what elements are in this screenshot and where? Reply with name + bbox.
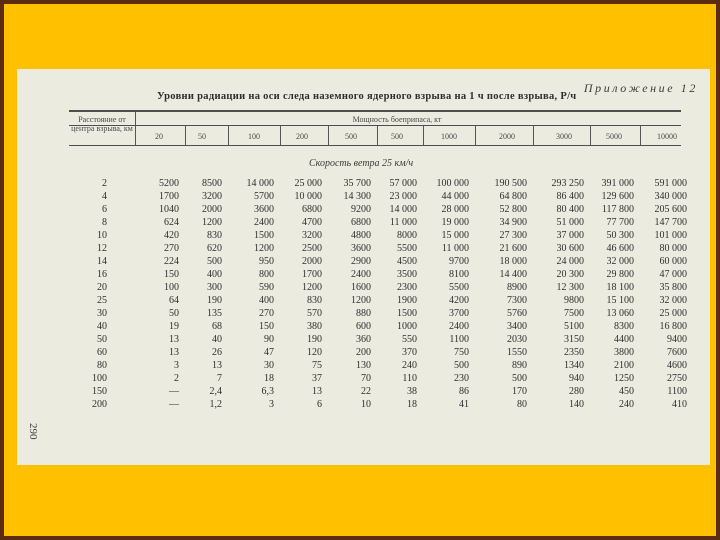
radiation-level-cell: 400 [207,269,222,280]
radiation-level-cell: 20 300 [556,269,584,280]
distance-cell: 200 [92,399,107,410]
radiation-level-cell: 1900 [397,295,417,306]
radiation-level-cell: 5500 [449,282,469,293]
radiation-level-cell: 13 060 [606,308,634,319]
radiation-level-cell: 50 [169,308,179,319]
radiation-level-cell: 70 [361,373,371,384]
radiation-level-cell: 35 800 [659,282,687,293]
radiation-level-cell: 7600 [667,347,687,358]
radiation-level-cell: 37 000 [556,230,584,241]
radiation-level-cell: 64 800 [499,191,527,202]
radiation-level-cell: 50 300 [606,230,634,241]
radiation-level-cell: 2900 [351,256,371,267]
radiation-level-cell: 77 700 [606,217,634,228]
distance-cell: 4 [102,191,107,202]
radiation-level-cell: 2400 [254,217,274,228]
power-header-cell: 200 [296,132,308,141]
radiation-level-cell: 230 [454,373,469,384]
radiation-level-cell: 14 000 [246,178,274,189]
radiation-level-cell: 8500 [202,178,222,189]
power-header-cell: 500 [391,132,403,141]
power-header-cell: 500 [345,132,357,141]
radiation-level-cell: 340 000 [654,191,687,202]
radiation-level-cell: 47 [264,347,274,358]
power-column-divider [280,126,281,145]
distance-cell: 10 [97,230,107,241]
power-column-divider [590,126,591,145]
power-header-cell: 10000 [657,132,677,141]
table-top-rule [69,110,681,112]
radiation-level-cell: 129 600 [601,191,634,202]
radiation-level-cell: 27 300 [499,230,527,241]
radiation-level-cell: 3200 [202,191,222,202]
radiation-level-cell: 11 000 [441,243,469,254]
radiation-level-cell: 570 [307,308,322,319]
radiation-level-cell: 46 600 [606,243,634,254]
power-header-cell: 1000 [441,132,457,141]
radiation-level-cell: 4600 [667,360,687,371]
radiation-level-cell: 15 100 [606,295,634,306]
distance-cell: 150 [92,386,107,397]
distance-cell: 40 [97,321,107,332]
radiation-level-cell: 52 800 [499,204,527,215]
radiation-level-cell: 5760 [507,308,527,319]
radiation-level-cell: 830 [207,230,222,241]
radiation-level-cell: 1600 [351,282,371,293]
radiation-level-cell: 190 [307,334,322,345]
power-column-divider [377,126,378,145]
radiation-level-cell: 500 [454,360,469,371]
radiation-level-cell: 1,2 [209,399,222,410]
radiation-level-cell: 75 [312,360,322,371]
radiation-level-cell: 25 000 [294,178,322,189]
radiation-level-cell: 21 600 [499,243,527,254]
distance-cell: 100 [92,373,107,384]
radiation-level-cell: 6800 [351,217,371,228]
power-column-divider [640,126,641,145]
radiation-level-cell: 1340 [564,360,584,371]
radiation-level-cell: 4700 [302,217,322,228]
power-column-divider [228,126,229,145]
radiation-level-cell: 4400 [614,334,634,345]
radiation-level-cell: 8100 [449,269,469,280]
radiation-level-cell: 80 000 [659,243,687,254]
radiation-level-cell: 14 300 [343,191,371,202]
radiation-level-cell: 100 [164,282,179,293]
radiation-level-cell: 13 [212,360,222,371]
radiation-level-cell: 500 [207,256,222,267]
radiation-level-cell: 300 [207,282,222,293]
radiation-level-cell: 68 [212,321,222,332]
radiation-level-cell: 86 [459,386,469,397]
radiation-level-cell: 23 000 [389,191,417,202]
distance-header: Расстояние от центра взрыва, км [71,115,133,133]
radiation-level-cell: 550 [402,334,417,345]
radiation-level-cell: 29 800 [606,269,634,280]
radiation-level-cell: 9200 [351,204,371,215]
distance-cell: 60 [97,347,107,358]
radiation-level-cell: 12 300 [556,282,584,293]
radiation-level-cell: 51 000 [556,217,584,228]
radiation-level-cell: 28 000 [441,204,469,215]
radiation-level-cell: 8900 [507,282,527,293]
radiation-level-cell: 620 [207,243,222,254]
radiation-level-cell: 135 [207,308,222,319]
radiation-level-cell: 7500 [564,308,584,319]
table-title: Уровни радиации на оси следа наземного ядерного взрыва на 1 ч после взрыва, Р/ч [157,91,577,102]
radiation-level-cell: 57 000 [389,178,417,189]
radiation-level-cell: 147 700 [654,217,687,228]
radiation-level-cell: 2000 [302,256,322,267]
radiation-level-cell: 3400 [507,321,527,332]
radiation-level-cell: 6 [317,399,322,410]
radiation-level-cell: 590 [259,282,274,293]
wind-speed-label: Скорость ветра 25 км/ч [309,158,414,169]
radiation-level-cell: 1550 [507,347,527,358]
radiation-level-cell: 15 000 [441,230,469,241]
radiation-level-cell: 6800 [302,204,322,215]
radiation-level-cell: 591 000 [654,178,687,189]
radiation-level-cell: 6,3 [261,386,274,397]
radiation-level-cell: 205 600 [654,204,687,215]
radiation-level-cell: 940 [569,373,584,384]
radiation-level-cell: 41 [459,399,469,410]
radiation-level-cell: 3500 [397,269,417,280]
radiation-level-cell: 270 [164,243,179,254]
power-header-cell: 20 [155,132,163,141]
radiation-level-cell: — [169,386,179,397]
radiation-level-cell: 950 [259,256,274,267]
radiation-level-cell: 1100 [449,334,469,345]
radiation-level-cell: 19 [169,321,179,332]
radiation-level-cell: 30 [264,360,274,371]
radiation-level-cell: 1200 [202,217,222,228]
radiation-level-cell: 1000 [397,321,417,332]
radiation-level-cell: 224 [164,256,179,267]
header-divider [135,111,136,145]
radiation-level-cell: 410 [672,399,687,410]
radiation-level-cell: 830 [307,295,322,306]
radiation-level-cell: 90 [264,334,274,345]
power-header-cell: 5000 [606,132,622,141]
radiation-level-cell: 9800 [564,295,584,306]
radiation-level-cell: 5500 [397,243,417,254]
radiation-level-cell: 1200 [254,243,274,254]
radiation-level-cell: 11 000 [389,217,417,228]
radiation-level-cell: 130 [356,360,371,371]
radiation-level-cell: 5700 [254,191,274,202]
radiation-level-cell: 3150 [564,334,584,345]
page-number: 290 [27,423,39,440]
power-column-divider [423,126,424,145]
radiation-level-cell: 2030 [507,334,527,345]
power-header-cell: 3000 [556,132,572,141]
radiation-level-cell: 4200 [449,295,469,306]
radiation-level-cell: 10 [361,399,371,410]
radiation-level-cell: 2750 [667,373,687,384]
radiation-level-cell: 60 000 [659,256,687,267]
radiation-level-cell: 80 [517,399,527,410]
radiation-level-cell: 1250 [614,373,634,384]
radiation-level-cell: 1040 [159,204,179,215]
radiation-level-cell: 2500 [302,243,322,254]
radiation-level-cell: 2400 [449,321,469,332]
radiation-level-cell: 40 [212,334,222,345]
radiation-level-cell: 360 [356,334,371,345]
radiation-level-cell: 3600 [254,204,274,215]
distance-cell: 80 [97,360,107,371]
power-header-cell: 2000 [499,132,515,141]
radiation-level-cell: 16 800 [659,321,687,332]
radiation-level-cell: 22 [361,386,371,397]
radiation-level-cell: 120 [307,347,322,358]
distance-cell: 30 [97,308,107,319]
radiation-level-cell: 5100 [564,321,584,332]
distance-cell: 6 [102,204,107,215]
distance-cell: 16 [97,269,107,280]
radiation-level-cell: 2350 [564,347,584,358]
radiation-level-cell: 4800 [351,230,371,241]
distance-cell: 14 [97,256,107,267]
radiation-level-cell: 1200 [302,282,322,293]
radiation-level-cell: 880 [356,308,371,319]
radiation-level-cell: 3600 [351,243,371,254]
radiation-level-cell: 10 000 [294,191,322,202]
radiation-level-cell: 890 [512,360,527,371]
radiation-level-cell: 8300 [614,321,634,332]
radiation-level-cell: 624 [164,217,179,228]
radiation-level-cell: 37 [312,373,322,384]
scanned-page [17,69,710,465]
radiation-level-cell: 9700 [449,256,469,267]
radiation-level-cell: 18 100 [606,282,634,293]
radiation-level-cell: 500 [512,373,527,384]
radiation-level-cell: 190 500 [494,178,527,189]
radiation-level-cell: 200 [356,347,371,358]
radiation-level-cell: 30 600 [556,243,584,254]
radiation-level-cell: 13 [169,347,179,358]
distance-cell: 12 [97,243,107,254]
radiation-level-cell: 18 000 [499,256,527,267]
radiation-level-cell: 7300 [507,295,527,306]
power-header: Мощность боеприпаса, кт [352,115,442,124]
power-column-divider [185,126,186,145]
distance-cell: 25 [97,295,107,306]
radiation-level-cell: 110 [402,373,417,384]
radiation-level-cell: 14 000 [389,204,417,215]
radiation-level-cell: 2 [174,373,179,384]
radiation-level-cell: 25 000 [659,308,687,319]
radiation-level-cell: 38 [407,386,417,397]
radiation-level-cell: 270 [259,308,274,319]
radiation-level-cell: 34 900 [499,217,527,228]
radiation-level-cell: 64 [169,295,179,306]
radiation-level-cell: 1700 [159,191,179,202]
header-bottom-rule [69,145,681,146]
radiation-level-cell: 240 [402,360,417,371]
radiation-level-cell: 140 [569,399,584,410]
radiation-level-cell: 44 000 [441,191,469,202]
radiation-level-cell: 3 [174,360,179,371]
radiation-level-cell: 420 [164,230,179,241]
radiation-level-cell: 13 [312,386,322,397]
radiation-level-cell: 8000 [397,230,417,241]
radiation-level-cell: 600 [356,321,371,332]
radiation-level-cell: 2100 [614,360,634,371]
radiation-level-cell: 1700 [302,269,322,280]
radiation-level-cell: 3 [269,399,274,410]
radiation-level-cell: 190 [207,295,222,306]
radiation-level-cell: 2,4 [209,386,222,397]
radiation-level-cell: 240 [619,399,634,410]
radiation-level-cell: 2400 [351,269,371,280]
power-column-divider [475,126,476,145]
distance-cell: 50 [97,334,107,345]
radiation-level-cell: 26 [212,347,222,358]
power-column-divider [533,126,534,145]
radiation-level-cell: 19 000 [441,217,469,228]
radiation-level-cell: 750 [454,347,469,358]
radiation-level-cell: 2000 [202,204,222,215]
radiation-level-cell: 32 000 [659,295,687,306]
radiation-level-cell: 800 [259,269,274,280]
radiation-level-cell: 370 [402,347,417,358]
distance-cell: 2 [102,178,107,189]
radiation-level-cell: 86 400 [556,191,584,202]
power-header-cell: 50 [198,132,206,141]
radiation-level-cell: 150 [164,269,179,280]
power-header-cell: 100 [248,132,260,141]
radiation-level-cell: 1100 [667,386,687,397]
radiation-level-cell: 391 000 [601,178,634,189]
radiation-level-cell: 150 [259,321,274,332]
radiation-level-cell: 18 [264,373,274,384]
radiation-level-cell: 3200 [302,230,322,241]
appendix-label: Приложение 12 [583,81,698,95]
radiation-level-cell: 1200 [351,295,371,306]
radiation-level-cell: 35 700 [343,178,371,189]
power-column-divider [328,126,329,145]
distance-cell: 20 [97,282,107,293]
radiation-level-cell: 117 800 [601,204,634,215]
radiation-level-cell: 400 [259,295,274,306]
radiation-level-cell: 7 [217,373,222,384]
radiation-level-cell: 1500 [254,230,274,241]
radiation-level-cell: — [169,399,179,410]
radiation-level-cell: 24 000 [556,256,584,267]
radiation-level-cell: 1500 [397,308,417,319]
radiation-level-cell: 280 [569,386,584,397]
radiation-level-cell: 3800 [614,347,634,358]
radiation-level-cell: 170 [512,386,527,397]
radiation-level-cell: 13 [169,334,179,345]
radiation-level-cell: 380 [307,321,322,332]
radiation-level-cell: 47 000 [659,269,687,280]
radiation-level-cell: 2300 [397,282,417,293]
radiation-level-cell: 3700 [449,308,469,319]
radiation-level-cell: 32 000 [606,256,634,267]
radiation-level-cell: 18 [407,399,417,410]
radiation-level-cell: 14 400 [499,269,527,280]
distance-cell: 8 [102,217,107,228]
radiation-level-cell: 101 000 [654,230,687,241]
radiation-level-cell: 5200 [159,178,179,189]
radiation-level-cell: 293 250 [551,178,584,189]
radiation-level-cell: 450 [619,386,634,397]
radiation-level-cell: 9400 [667,334,687,345]
radiation-level-cell: 80 400 [556,204,584,215]
radiation-level-cell: 100 000 [436,178,469,189]
radiation-level-cell: 4500 [397,256,417,267]
